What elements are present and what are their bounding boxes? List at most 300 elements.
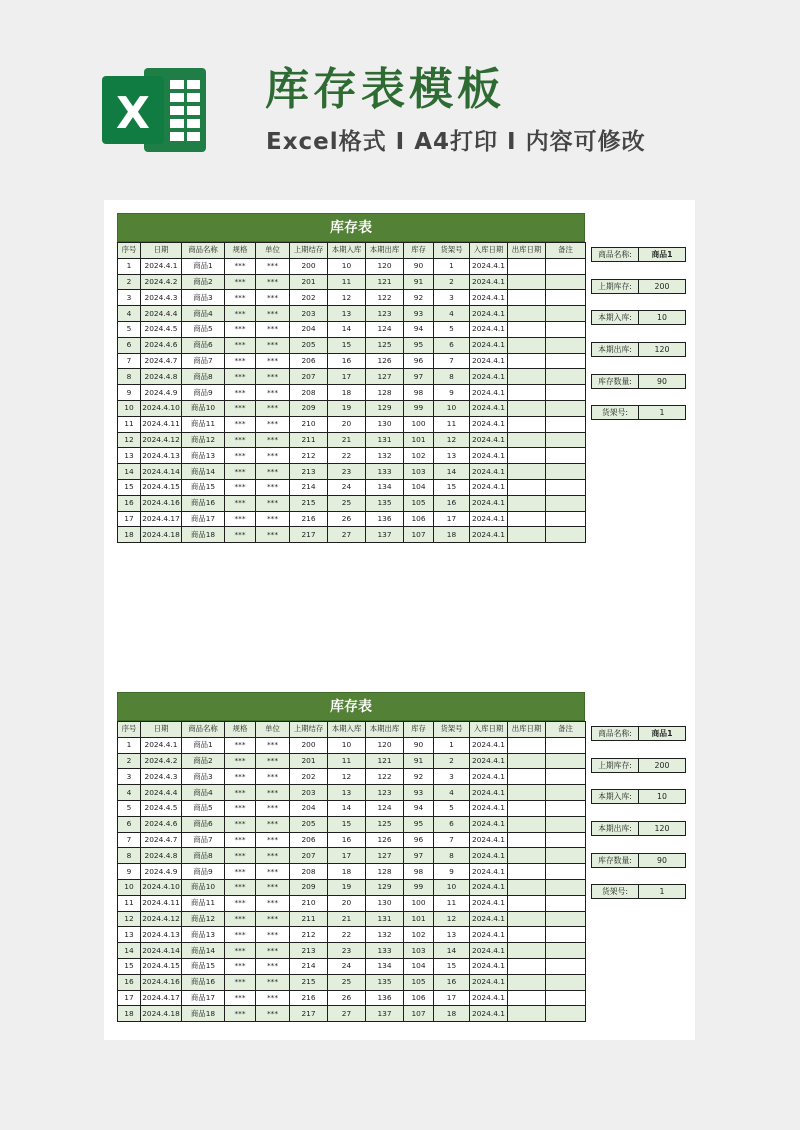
table-cell[interactable]: 211	[290, 432, 328, 448]
table-cell[interactable]: 106	[404, 511, 434, 527]
table-cell[interactable]: 4	[118, 306, 141, 322]
table-cell[interactable]: ***	[256, 416, 290, 432]
table-cell[interactable]: 130	[366, 895, 404, 911]
table-cell[interactable]: 2024.4.7	[141, 832, 182, 848]
table-cell[interactable]: 4	[434, 785, 470, 801]
table-cell[interactable]: 商品1	[182, 258, 225, 274]
table-cell[interactable]: 2024.4.9	[141, 864, 182, 880]
table-cell[interactable]: 213	[290, 943, 328, 959]
table-cell[interactable]	[546, 990, 586, 1006]
table-cell[interactable]: 8	[118, 369, 141, 385]
table-cell[interactable]: ***	[225, 432, 256, 448]
table-cell[interactable]: 24	[328, 479, 366, 495]
table-cell[interactable]	[508, 990, 546, 1006]
table-cell[interactable]: 2024.4.1	[470, 879, 508, 895]
table-cell[interactable]	[546, 495, 586, 511]
table-cell[interactable]	[546, 511, 586, 527]
table-cell[interactable]: 8	[434, 848, 470, 864]
table-cell[interactable]	[546, 769, 586, 785]
table-cell[interactable]: ***	[225, 400, 256, 416]
table-cell[interactable]: 27	[328, 1006, 366, 1022]
table-cell[interactable]: 2024.4.1	[470, 1006, 508, 1022]
table-cell[interactable]: 商品11	[182, 895, 225, 911]
table-cell[interactable]: 14	[328, 321, 366, 337]
table-cell[interactable]	[508, 1006, 546, 1022]
table-cell[interactable]: 商品7	[182, 353, 225, 369]
table-cell[interactable]: 124	[366, 800, 404, 816]
table-cell[interactable]: 2024.4.16	[141, 974, 182, 990]
table-cell[interactable]: 商品1	[182, 737, 225, 753]
table-cell[interactable]	[546, 832, 586, 848]
table-cell[interactable]: 14	[118, 464, 141, 480]
table-cell[interactable]: 204	[290, 321, 328, 337]
table-cell[interactable]: ***	[225, 816, 256, 832]
table-cell[interactable]: 133	[366, 943, 404, 959]
table-cell[interactable]: 11	[434, 416, 470, 432]
table-cell[interactable]: 商品5	[182, 800, 225, 816]
table-cell[interactable]: 2024.4.13	[141, 448, 182, 464]
table-cell[interactable]: 23	[328, 943, 366, 959]
table-cell[interactable]: 107	[404, 527, 434, 543]
table-cell[interactable]: 17	[434, 511, 470, 527]
table-cell[interactable]: ***	[256, 895, 290, 911]
table-cell[interactable]: 97	[404, 848, 434, 864]
table-cell[interactable]	[508, 432, 546, 448]
table-cell[interactable]: 18	[328, 864, 366, 880]
table-cell[interactable]: ***	[256, 527, 290, 543]
table-cell[interactable]	[508, 943, 546, 959]
table-cell[interactable]: 2024.4.1	[470, 321, 508, 337]
table-cell[interactable]: 134	[366, 958, 404, 974]
table-cell[interactable]: 209	[290, 400, 328, 416]
table-cell[interactable]: 104	[404, 958, 434, 974]
table-cell[interactable]: 2024.4.1	[470, 432, 508, 448]
table-cell[interactable]: 124	[366, 321, 404, 337]
table-cell[interactable]	[508, 306, 546, 322]
table-cell[interactable]	[508, 321, 546, 337]
table-cell[interactable]: 商品13	[182, 927, 225, 943]
table-cell[interactable]: 2024.4.1	[470, 769, 508, 785]
table-cell[interactable]: ***	[256, 290, 290, 306]
table-cell[interactable]	[546, 943, 586, 959]
table-cell[interactable]: 商品3	[182, 290, 225, 306]
summary-value[interactable]: 1	[639, 884, 686, 899]
table-cell[interactable]: 25	[328, 495, 366, 511]
table-cell[interactable]: 200	[290, 737, 328, 753]
table-cell[interactable]: ***	[225, 527, 256, 543]
table-cell[interactable]: 123	[366, 785, 404, 801]
table-cell[interactable]: 10	[434, 879, 470, 895]
table-cell[interactable]	[546, 879, 586, 895]
table-cell[interactable]: ***	[225, 353, 256, 369]
table-cell[interactable]: 90	[404, 737, 434, 753]
table-cell[interactable]: 2024.4.9	[141, 385, 182, 401]
table-cell[interactable]	[546, 895, 586, 911]
table-cell[interactable]: 2024.4.10	[141, 879, 182, 895]
table-cell[interactable]: 2	[118, 274, 141, 290]
table-cell[interactable]: 商品2	[182, 274, 225, 290]
table-cell[interactable]: ***	[225, 258, 256, 274]
table-cell[interactable]: 2024.4.1	[470, 958, 508, 974]
table-cell[interactable]: 2024.4.2	[141, 753, 182, 769]
table-cell[interactable]: 131	[366, 911, 404, 927]
table-cell[interactable]: 122	[366, 769, 404, 785]
table-cell[interactable]: 210	[290, 416, 328, 432]
table-cell[interactable]: 商品16	[182, 495, 225, 511]
table-cell[interactable]: 20	[328, 416, 366, 432]
table-cell[interactable]: 214	[290, 479, 328, 495]
table-cell[interactable]: 2024.4.1	[470, 385, 508, 401]
table-cell[interactable]	[508, 832, 546, 848]
table-cell[interactable]: 202	[290, 290, 328, 306]
table-cell[interactable]: 商品11	[182, 416, 225, 432]
table-cell[interactable]: 商品17	[182, 511, 225, 527]
table-cell[interactable]: ***	[256, 306, 290, 322]
table-cell[interactable]: 92	[404, 769, 434, 785]
table-cell[interactable]: 15	[118, 479, 141, 495]
table-cell[interactable]: 10	[328, 258, 366, 274]
table-cell[interactable]: 商品15	[182, 958, 225, 974]
table-cell[interactable]: ***	[256, 990, 290, 1006]
table-cell[interactable]: 91	[404, 274, 434, 290]
table-cell[interactable]: ***	[256, 943, 290, 959]
table-cell[interactable]: 136	[366, 990, 404, 1006]
table-cell[interactable]: 14	[434, 464, 470, 480]
table-cell[interactable]: 206	[290, 832, 328, 848]
table-cell[interactable]: 91	[404, 753, 434, 769]
table-cell[interactable]: 商品6	[182, 816, 225, 832]
table-cell[interactable]: 2024.4.1	[470, 927, 508, 943]
table-cell[interactable]: 209	[290, 879, 328, 895]
table-cell[interactable]	[546, 527, 586, 543]
table-cell[interactable]: 11	[328, 753, 366, 769]
table-cell[interactable]: ***	[256, 464, 290, 480]
table-cell[interactable]: 92	[404, 290, 434, 306]
table-cell[interactable]: 210	[290, 895, 328, 911]
table-cell[interactable]	[546, 321, 586, 337]
table-cell[interactable]: 2024.4.1	[470, 816, 508, 832]
table-cell[interactable]: ***	[256, 769, 290, 785]
table-cell[interactable]: 13	[434, 927, 470, 943]
table-cell[interactable]: 3	[118, 769, 141, 785]
table-cell[interactable]	[546, 927, 586, 943]
table-cell[interactable]: 2024.4.1	[470, 290, 508, 306]
table-cell[interactable]: 201	[290, 274, 328, 290]
table-cell[interactable]: ***	[225, 927, 256, 943]
table-cell[interactable]: 22	[328, 448, 366, 464]
table-cell[interactable]	[546, 400, 586, 416]
table-cell[interactable]	[546, 337, 586, 353]
table-cell[interactable]: 129	[366, 879, 404, 895]
table-cell[interactable]: 8	[434, 369, 470, 385]
table-cell[interactable]: ***	[256, 848, 290, 864]
table-cell[interactable]: 20	[328, 895, 366, 911]
table-cell[interactable]: 2024.4.1	[470, 479, 508, 495]
table-cell[interactable]: ***	[225, 416, 256, 432]
table-cell[interactable]: 2024.4.1	[470, 511, 508, 527]
table-cell[interactable]: 3	[434, 769, 470, 785]
table-cell[interactable]: 10	[118, 879, 141, 895]
table-cell[interactable]: 19	[328, 879, 366, 895]
table-cell[interactable]: ***	[256, 369, 290, 385]
table-cell[interactable]: ***	[225, 911, 256, 927]
table-cell[interactable]: ***	[256, 911, 290, 927]
table-cell[interactable]: 14	[434, 943, 470, 959]
table-cell[interactable]: ***	[256, 832, 290, 848]
table-cell[interactable]: 13	[118, 448, 141, 464]
table-cell[interactable]: 2024.4.1	[470, 785, 508, 801]
summary-value[interactable]: 10	[639, 310, 686, 325]
table-cell[interactable]	[546, 848, 586, 864]
table-cell[interactable]: 5	[434, 800, 470, 816]
table-cell[interactable]: ***	[225, 864, 256, 880]
table-cell[interactable]: 商品8	[182, 848, 225, 864]
table-cell[interactable]: 12	[118, 911, 141, 927]
table-cell[interactable]: 2024.4.15	[141, 958, 182, 974]
table-cell[interactable]: 11	[434, 895, 470, 911]
table-cell[interactable]: 15	[434, 479, 470, 495]
table-cell[interactable]: ***	[256, 816, 290, 832]
table-cell[interactable]: ***	[256, 864, 290, 880]
table-cell[interactable]: 商品9	[182, 385, 225, 401]
table-cell[interactable]: 商品12	[182, 911, 225, 927]
table-cell[interactable]: 商品5	[182, 321, 225, 337]
table-cell[interactable]	[546, 290, 586, 306]
table-cell[interactable]: 132	[366, 448, 404, 464]
table-cell[interactable]: 2024.4.1	[470, 737, 508, 753]
table-cell[interactable]: ***	[225, 785, 256, 801]
table-cell[interactable]: ***	[225, 290, 256, 306]
table-cell[interactable]	[508, 369, 546, 385]
table-cell[interactable]: 213	[290, 464, 328, 480]
table-cell[interactable]: 9	[118, 385, 141, 401]
table-cell[interactable]	[546, 958, 586, 974]
table-cell[interactable]: 17	[328, 369, 366, 385]
table-cell[interactable]: 16	[328, 832, 366, 848]
table-cell[interactable]: 16	[434, 974, 470, 990]
table-cell[interactable]: 2024.4.16	[141, 495, 182, 511]
table-cell[interactable]	[508, 416, 546, 432]
table-cell[interactable]: ***	[225, 337, 256, 353]
table-cell[interactable]: 3	[118, 290, 141, 306]
table-cell[interactable]: 21	[328, 911, 366, 927]
table-cell[interactable]: ***	[225, 943, 256, 959]
table-cell[interactable]: 98	[404, 385, 434, 401]
table-cell[interactable]: 204	[290, 800, 328, 816]
table-cell[interactable]: 121	[366, 753, 404, 769]
table-cell[interactable]: 2024.4.1	[470, 448, 508, 464]
table-cell[interactable]: 12	[328, 290, 366, 306]
table-cell[interactable]: ***	[256, 385, 290, 401]
table-cell[interactable]: 205	[290, 816, 328, 832]
table-cell[interactable]: 18	[328, 385, 366, 401]
table-cell[interactable]: 2024.4.1	[470, 527, 508, 543]
table-cell[interactable]: 商品7	[182, 832, 225, 848]
table-cell[interactable]: 215	[290, 974, 328, 990]
table-cell[interactable]: 2024.4.3	[141, 290, 182, 306]
table-cell[interactable]	[508, 879, 546, 895]
table-cell[interactable]: 212	[290, 927, 328, 943]
table-cell[interactable]: 2	[434, 274, 470, 290]
table-cell[interactable]: 2024.4.6	[141, 337, 182, 353]
table-cell[interactable]: 127	[366, 848, 404, 864]
table-cell[interactable]: 2024.4.1	[470, 832, 508, 848]
table-cell[interactable]: 2024.4.1	[470, 864, 508, 880]
table-cell[interactable]: 207	[290, 848, 328, 864]
table-cell[interactable]: 121	[366, 274, 404, 290]
table-cell[interactable]: 99	[404, 400, 434, 416]
table-cell[interactable]: 105	[404, 974, 434, 990]
table-cell[interactable]: 129	[366, 400, 404, 416]
table-cell[interactable]: 202	[290, 769, 328, 785]
table-cell[interactable]	[546, 448, 586, 464]
table-cell[interactable]	[508, 785, 546, 801]
table-cell[interactable]: 6	[118, 337, 141, 353]
table-cell[interactable]: 13	[118, 927, 141, 943]
table-cell[interactable]: 2024.4.1	[470, 337, 508, 353]
table-cell[interactable]: 102	[404, 448, 434, 464]
table-cell[interactable]: ***	[256, 958, 290, 974]
table-cell[interactable]: 商品18	[182, 527, 225, 543]
table-cell[interactable]: ***	[256, 258, 290, 274]
table-cell[interactable]: ***	[256, 737, 290, 753]
table-cell[interactable]	[546, 800, 586, 816]
table-cell[interactable]	[546, 479, 586, 495]
table-cell[interactable]: 216	[290, 990, 328, 1006]
summary-value[interactable]: 200	[639, 758, 686, 773]
table-cell[interactable]: 208	[290, 385, 328, 401]
table-cell[interactable]: 2024.4.1	[470, 895, 508, 911]
table-cell[interactable]: 1	[118, 258, 141, 274]
table-cell[interactable]: 97	[404, 369, 434, 385]
table-cell[interactable]: ***	[225, 769, 256, 785]
table-cell[interactable]: 2024.4.1	[470, 990, 508, 1006]
table-cell[interactable]: 2024.4.1	[470, 464, 508, 480]
table-cell[interactable]: 216	[290, 511, 328, 527]
table-cell[interactable]: 商品2	[182, 753, 225, 769]
table-cell[interactable]: 15	[328, 337, 366, 353]
table-cell[interactable]: 94	[404, 800, 434, 816]
table-cell[interactable]: 8	[118, 848, 141, 864]
table-cell[interactable]: 120	[366, 737, 404, 753]
table-cell[interactable]: 94	[404, 321, 434, 337]
table-cell[interactable]: 16	[118, 495, 141, 511]
table-cell[interactable]	[546, 737, 586, 753]
table-cell[interactable]: 商品6	[182, 337, 225, 353]
table-cell[interactable]: 商品13	[182, 448, 225, 464]
table-cell[interactable]: 217	[290, 527, 328, 543]
table-cell[interactable]: ***	[225, 990, 256, 1006]
table-cell[interactable]: ***	[225, 974, 256, 990]
table-cell[interactable]: ***	[256, 321, 290, 337]
table-cell[interactable]: 7	[118, 832, 141, 848]
table-cell[interactable]: 201	[290, 753, 328, 769]
table-cell[interactable]: 2024.4.14	[141, 943, 182, 959]
table-cell[interactable]: 商品9	[182, 864, 225, 880]
summary-value[interactable]: 90	[639, 374, 686, 389]
table-cell[interactable]	[546, 911, 586, 927]
table-cell[interactable]	[546, 258, 586, 274]
table-cell[interactable]: 1	[118, 737, 141, 753]
table-cell[interactable]: 215	[290, 495, 328, 511]
table-cell[interactable]: 2024.4.1	[470, 353, 508, 369]
table-cell[interactable]: 22	[328, 927, 366, 943]
table-cell[interactable]: 9	[434, 864, 470, 880]
table-cell[interactable]: 101	[404, 432, 434, 448]
table-cell[interactable]: 103	[404, 943, 434, 959]
table-cell[interactable]: ***	[225, 895, 256, 911]
table-cell[interactable]	[508, 753, 546, 769]
table-cell[interactable]: ***	[256, 432, 290, 448]
table-cell[interactable]: 13	[328, 306, 366, 322]
summary-value[interactable]: 120	[639, 342, 686, 357]
table-cell[interactable]: 2024.4.18	[141, 1006, 182, 1022]
table-cell[interactable]: 2024.4.11	[141, 416, 182, 432]
table-cell[interactable]	[546, 274, 586, 290]
table-cell[interactable]	[508, 737, 546, 753]
table-cell[interactable]: ***	[256, 495, 290, 511]
table-cell[interactable]: 2024.4.1	[470, 943, 508, 959]
table-cell[interactable]: 2024.4.11	[141, 895, 182, 911]
table-cell[interactable]: 2024.4.14	[141, 464, 182, 480]
table-cell[interactable]	[546, 416, 586, 432]
table-cell[interactable]: 24	[328, 958, 366, 974]
table-cell[interactable]: 7	[118, 353, 141, 369]
table-cell[interactable]	[546, 816, 586, 832]
table-cell[interactable]: 123	[366, 306, 404, 322]
table-cell[interactable]: ***	[256, 927, 290, 943]
table-cell[interactable]	[508, 958, 546, 974]
table-cell[interactable]: 98	[404, 864, 434, 880]
table-cell[interactable]	[508, 527, 546, 543]
table-cell[interactable]: ***	[225, 385, 256, 401]
table-cell[interactable]: 125	[366, 816, 404, 832]
table-cell[interactable]: 99	[404, 879, 434, 895]
table-cell[interactable]: 205	[290, 337, 328, 353]
table-cell[interactable]: 2024.4.1	[141, 258, 182, 274]
table-cell[interactable]: 2024.4.4	[141, 306, 182, 322]
table-cell[interactable]: 2024.4.1	[470, 416, 508, 432]
table-cell[interactable]: 10	[434, 400, 470, 416]
table-cell[interactable]: 137	[366, 527, 404, 543]
table-cell[interactable]: 5	[118, 321, 141, 337]
table-cell[interactable]: 2024.4.6	[141, 816, 182, 832]
table-cell[interactable]: 商品18	[182, 1006, 225, 1022]
table-cell[interactable]: 127	[366, 369, 404, 385]
table-cell[interactable]: 15	[434, 958, 470, 974]
table-cell[interactable]: 23	[328, 464, 366, 480]
table-cell[interactable]: 211	[290, 911, 328, 927]
table-cell[interactable]: 2024.4.3	[141, 769, 182, 785]
table-cell[interactable]	[508, 864, 546, 880]
table-cell[interactable]: 2024.4.17	[141, 511, 182, 527]
table-cell[interactable]: 4	[434, 306, 470, 322]
table-cell[interactable]: 2024.4.18	[141, 527, 182, 543]
table-cell[interactable]: ***	[225, 369, 256, 385]
table-cell[interactable]	[508, 816, 546, 832]
summary-value[interactable]: 1	[639, 405, 686, 420]
table-cell[interactable]: 135	[366, 495, 404, 511]
table-cell[interactable]: ***	[256, 511, 290, 527]
table-cell[interactable]	[546, 306, 586, 322]
summary-value[interactable]: 商品1	[639, 247, 686, 262]
table-cell[interactable]: 25	[328, 974, 366, 990]
table-cell[interactable]	[508, 511, 546, 527]
table-cell[interactable]: ***	[225, 321, 256, 337]
table-cell[interactable]: 7	[434, 353, 470, 369]
table-cell[interactable]: 2024.4.15	[141, 479, 182, 495]
table-cell[interactable]: 15	[118, 958, 141, 974]
